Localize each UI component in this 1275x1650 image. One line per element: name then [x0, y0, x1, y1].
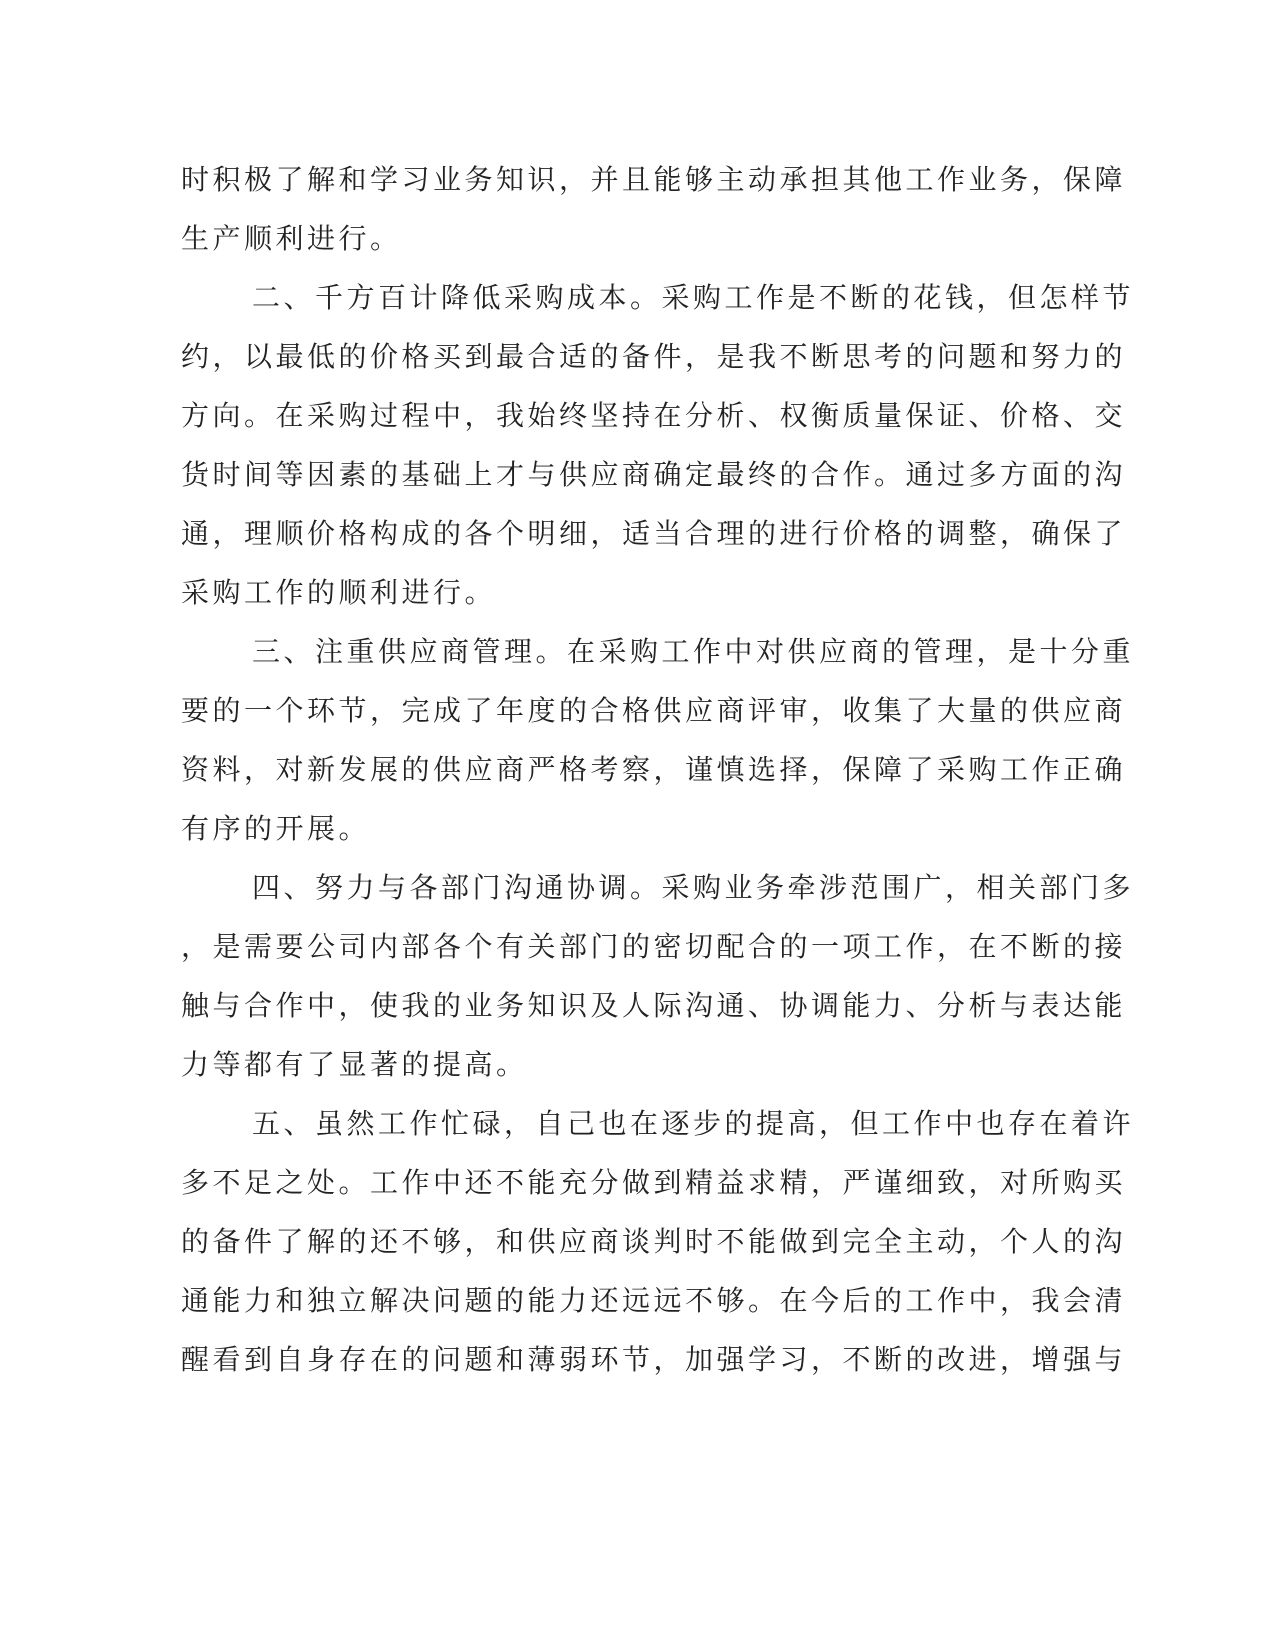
- text-line: 时积极了解和学习业务知识，并且能够主动承担其他工作业务，保障: [181, 163, 1127, 196]
- text-line: ，是需要公司内部各个有关部门的密切配合的一项工作，在不断的接: [181, 930, 1127, 963]
- text-line: 醒看到自身存在的问题和薄弱环节，加强学习，不断的改进，增强与: [181, 1343, 1127, 1376]
- text-line: 要的一个环节，完成了年度的合格供应商评审，收集了大量的供应商: [181, 694, 1127, 727]
- text-line: 方向。在采购过程中，我始终坚持在分析、权衡质量保证、价格、交: [181, 399, 1127, 432]
- paragraph-3-start: 三、注重供应商管理。在采购工作中对供应商的管理，是十分重: [252, 635, 1135, 668]
- text-line: 约，以最低的价格买到最合适的备件，是我不断思考的问题和努力的: [181, 340, 1127, 373]
- text-line: 通能力和独立解决问题的能力还远远不够。在今后的工作中，我会清: [181, 1284, 1127, 1317]
- text-line: 多不足之处。工作中还不能充分做到精益求精，严谨细致，对所购买: [181, 1166, 1127, 1199]
- text-line: 生产顺利进行。: [181, 222, 402, 255]
- text-line: 触与合作中，使我的业务知识及人际沟通、协调能力、分析与表达能: [181, 989, 1127, 1022]
- text-line: 的备件了解的还不够，和供应商谈判时不能做到完全主动，个人的沟: [181, 1225, 1127, 1258]
- text-line: 采购工作的顺利进行。: [181, 576, 497, 609]
- paragraph-4-start: 四、努力与各部门沟通协调。采购业务牵涉范围广，相关部门多: [252, 871, 1135, 904]
- paragraph-2-start: 二、千方百计降低采购成本。采购工作是不断的花钱，但怎样节: [252, 281, 1135, 314]
- text-line: 货时间等因素的基础上才与供应商确定最终的合作。通过多方面的沟: [181, 458, 1127, 491]
- text-line: 通，理顺价格构成的各个明细，适当合理的进行价格的调整，确保了: [181, 517, 1127, 550]
- text-line: 有序的开展。: [181, 812, 371, 845]
- text-line: 资料，对新发展的供应商严格考察，谨慎选择，保障了采购工作正确: [181, 753, 1127, 786]
- paragraph-5-start: 五、虽然工作忙碌，自己也在逐步的提高，但工作中也存在着许: [252, 1107, 1135, 1140]
- text-line: 力等都有了显著的提高。: [181, 1048, 528, 1081]
